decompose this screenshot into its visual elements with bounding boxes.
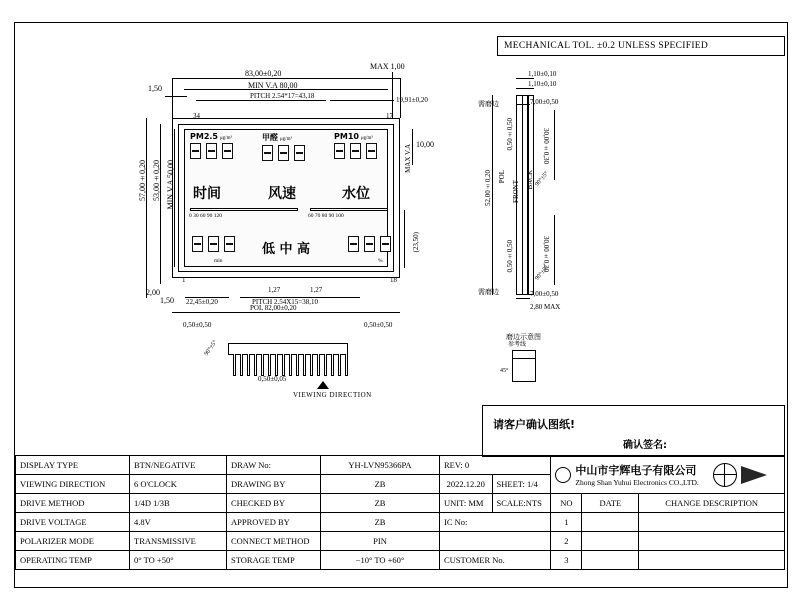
cell-rev-row-3: 3 — [551, 551, 582, 570]
cell-rev-desc-2 — [639, 532, 785, 551]
lcd-label-low-mid-high: 低 中 高 — [262, 242, 311, 257]
pin — [289, 354, 292, 376]
lcd-field-pm10 — [334, 132, 378, 164]
lcd-unit-min: min — [214, 258, 223, 264]
lcd-bargraph-left — [190, 208, 298, 211]
dim-text-height-57: 57,00±0,20 — [138, 160, 147, 201]
dim-text-3000-bottom: 30,00±0,30 — [542, 236, 550, 272]
cell-rev-row-1: 1 — [551, 513, 582, 532]
dim-text-angle-top: 90°±5° — [534, 170, 550, 188]
side-view-polarizer — [528, 95, 534, 295]
company-logo-icon — [555, 467, 571, 483]
table-row — [16, 513, 785, 532]
seven-segment-digit — [224, 236, 235, 252]
dim-text-pol-left: 0,50±0,50 — [183, 321, 212, 329]
pin — [261, 354, 264, 376]
dim-text-700-bottom: 7,00±0,50 — [530, 290, 559, 298]
dim-text-left-200: 2,00 — [146, 288, 160, 297]
dim-line-3000-bottom — [554, 215, 555, 285]
cell-operating-temp-value: 0° TO +50° — [130, 551, 227, 570]
cell-viewing-direction-label: VIEWING DIRECTION — [16, 475, 130, 494]
cell-drive-voltage-value: 4.8V — [130, 513, 227, 532]
cell-rev-desc-3 — [639, 551, 785, 570]
table-row — [16, 494, 785, 513]
dim-text-right-2350: (23,50) — [412, 232, 420, 253]
seven-segment-digit — [208, 236, 219, 252]
cell-display-type-value: BTN/NEGATIVE — [130, 456, 227, 475]
cell-rev-desc-1 — [639, 513, 785, 532]
dim-text-bottom-pitch: PITCH 2.54X15=38,10 — [252, 298, 318, 306]
cell-change-description-header: CHANGE DESCRIPTION — [639, 494, 785, 513]
cell-polarizer-mode-label: POLARIZER MODE — [16, 532, 130, 551]
cell-company — [551, 456, 785, 494]
dim-text-127-a: 1,27 — [268, 286, 281, 294]
dim-text-pol-top: 0,50±0,50 — [506, 118, 514, 151]
seven-segment-digit — [294, 145, 305, 161]
cell-draw-no-label: DRAW No: — [227, 456, 321, 475]
lcd-unit-percent: % — [378, 258, 383, 264]
dim-text-pol-bottom: 0,50±0,50 — [506, 240, 514, 273]
lcd-field-percent — [348, 236, 392, 264]
dim-text-pin-18: 18 — [390, 276, 397, 284]
lcd-field-pm25 — [190, 132, 234, 164]
side-view-midline — [522, 95, 523, 295]
pin — [254, 354, 257, 376]
side-view-note-top: 需磨边 — [478, 100, 499, 108]
dim-line-150a — [165, 96, 187, 97]
pin — [275, 354, 278, 376]
seven-segment-digit — [366, 143, 377, 159]
dim-line-700-top — [516, 104, 530, 105]
cell-rev-date-1 — [582, 513, 639, 532]
notice-line-2: 确认签名: — [623, 440, 667, 451]
lcd-bargraph-left-ticks: 0 30 60 90 120 — [189, 213, 222, 219]
cell-checked-by-label: CHECKED BY — [227, 494, 321, 513]
seven-segment-digit — [206, 143, 217, 159]
seven-segment-digit — [262, 145, 273, 161]
lcd-label-formaldehyde: 甲醛 μg/m³ — [262, 133, 292, 142]
dim-text-pol-right: 0,50±0,50 — [364, 321, 393, 329]
dim-line-110a — [516, 78, 534, 79]
seven-segment-digit — [348, 236, 359, 252]
dim-text-angle-bottom: 90°±5° — [203, 339, 219, 357]
detail-line — [512, 358, 536, 359]
dim-text-pin-1: 1 — [182, 276, 186, 284]
dim-label-pol: POL — [498, 170, 506, 184]
cell-ic-no: IC No: — [440, 513, 551, 532]
table-row — [16, 532, 785, 551]
dim-text-110a: 1,10±0,10 — [528, 70, 557, 78]
lcd-label-time: 时间 — [193, 186, 221, 202]
company-name-en: Zhong Shan Yuhui Electronics CO.,LTD. — [575, 478, 699, 487]
ext-line — [172, 78, 173, 118]
dim-text-pin34: 34 — [193, 112, 200, 120]
cell-operating-temp-label: OPERATING TEMP — [16, 551, 130, 570]
dim-text-min-va-height: MIN V.A 50,00 — [166, 160, 175, 210]
cell-storage-temp-value: −10° TO +60° — [321, 551, 440, 570]
table-row — [16, 551, 785, 570]
dim-text-max-top: MAX 1,00 — [370, 62, 405, 71]
pin — [338, 354, 341, 376]
cell-rev: REV: 0 — [440, 456, 551, 475]
cell-display-type-label: DISPLAY TYPE — [16, 456, 130, 475]
dim-line-right-10 — [412, 129, 413, 165]
detail-angle-text: 45° — [500, 368, 509, 374]
dim-line-height-57 — [146, 118, 147, 298]
cell-scale: SCALE:NTS — [492, 494, 551, 513]
cell-drawing-date: 2022.12.20 — [440, 475, 493, 494]
dim-line-5200 — [492, 95, 493, 295]
dim-text-right-max-va: MAX V.A — [404, 144, 412, 173]
lcd-bargraph-right-ticks: 60 70 80 90 100 — [308, 213, 344, 219]
cell-rev-date-2 — [582, 532, 639, 551]
detail-title: 磨边示意图 — [506, 333, 541, 341]
dim-text-right-10: 10,00 — [416, 140, 434, 149]
pin — [240, 354, 243, 376]
side-view-label-front: FRONT — [512, 180, 520, 203]
cell-drawing-by-value: ZB — [321, 475, 440, 494]
cell-storage-temp-label: STORAGE TEMP — [227, 551, 321, 570]
dim-line-2350 — [404, 210, 405, 268]
pin — [233, 354, 236, 376]
seven-segment-digit — [350, 143, 361, 159]
dim-line-pitch — [196, 100, 326, 101]
company-name-cn: 中山市宇辉电子有限公司 — [575, 464, 697, 477]
cell-draw-no-value: YH-LVN95366PA — [321, 456, 440, 475]
pin-base-bar — [228, 343, 348, 355]
pin — [310, 354, 313, 376]
projection-symbol-icon — [713, 463, 737, 487]
projection-cone-icon — [741, 466, 769, 484]
customer-confirmation-box — [482, 405, 785, 457]
cell-date-header: DATE — [582, 494, 639, 513]
dim-line-110b — [516, 88, 534, 89]
dim-text-left-150b: 1,50 — [160, 296, 174, 305]
cell-rev-row-2: 2 — [551, 532, 582, 551]
dim-line-3000-top — [554, 110, 555, 180]
seven-segment-digit — [222, 143, 233, 159]
dim-text-pitch: PITCH 2.54*17=43,18 — [250, 92, 315, 100]
dim-text-min-va-width: MIN V.A 80,00 — [248, 81, 298, 90]
lcd-label-windspeed: 风速 — [268, 186, 296, 202]
dim-text-280-max: 2,80 MAX — [530, 303, 561, 311]
cell-checked-by-value: ZB — [321, 494, 440, 513]
cell-connect-method-label: CONNECT METHOD — [227, 532, 321, 551]
lcd-label-waterlevel: 水位 — [342, 186, 370, 202]
detail-subtitle: 参考线 — [508, 342, 527, 348]
dim-text-pin-thickness: 0,50±0,05 — [258, 375, 287, 383]
cell-customer-no: CUSTOMER No. — [440, 551, 551, 570]
dim-line-280 — [516, 298, 530, 299]
detail-shape — [512, 350, 536, 382]
pin — [345, 354, 348, 376]
pin — [296, 354, 299, 376]
viewing-direction-label: VIEWING DIRECTION — [293, 391, 372, 399]
dim-text-right-seg: 19,91±0,20 — [396, 96, 428, 104]
dim-text-127-b: 1,27 — [310, 286, 323, 294]
cell-connect-method-value: PIN — [321, 532, 440, 551]
dim-text-angle-bottom-sv: 90°±5° — [534, 264, 550, 282]
dim-text-outline-width: 83,00±0,20 — [245, 69, 282, 78]
dim-text-110b: 1,10±0,10 — [528, 80, 557, 88]
cell-polarizer-mode-value: TRANSMISSIVE — [130, 532, 227, 551]
pin — [247, 354, 250, 376]
side-view-note-bottom: 需磨边 — [478, 288, 499, 296]
mechanical-tolerance-box — [497, 36, 785, 56]
lcd-bargraph-right — [310, 208, 388, 211]
cell-drive-method-value: 1/4D 1/3B — [130, 494, 227, 513]
seven-segment-digit — [192, 236, 203, 252]
dim-text-5200: 52,00±0,20 — [484, 170, 492, 206]
lcd-field-formaldehyde — [262, 132, 306, 166]
lcd-label-pm10: PM10 μg/m³ — [334, 132, 373, 141]
cell-approved-by-value: ZB — [321, 513, 440, 532]
pin — [317, 354, 320, 376]
dim-text-700-top: 7,00±0,50 — [530, 98, 559, 106]
dim-line-pol-width — [172, 312, 400, 313]
seven-segment-digit — [334, 143, 345, 159]
side-view-label-back: BACK — [526, 170, 534, 190]
cell-drawing-by-label: DRAWING BY — [227, 475, 321, 494]
dim-text-left-150a: 1,50 — [148, 84, 162, 93]
seven-segment-digit — [364, 236, 375, 252]
viewing-direction-arrow-icon — [317, 381, 329, 389]
dim-line-right-seg — [330, 100, 394, 101]
lcd-field-minutes — [192, 236, 236, 264]
pin — [303, 354, 306, 376]
pin — [282, 354, 285, 376]
dim-text-2245: 22,45±0,20 — [186, 298, 218, 306]
cell-drive-voltage-label: DRIVE VOLTAGE — [16, 513, 130, 532]
seven-segment-digit — [380, 236, 391, 252]
dim-text-3000-top: 30,00±0,30 — [542, 128, 550, 164]
cell-blank-pol — [440, 532, 551, 551]
dim-line-height-53 — [160, 124, 161, 284]
mechanical-tolerance-text: MECHANICAL TOL. ±0.2 UNLESS SPECIFIED — [504, 41, 709, 51]
pin — [268, 354, 271, 376]
cell-no-header: NO — [551, 494, 582, 513]
seven-segment-digit — [190, 143, 201, 159]
cell-sheet: SHEET: 1/4 — [492, 475, 551, 494]
seven-segment-digit — [278, 145, 289, 161]
notice-line-1: 请客户确认图纸! — [493, 418, 576, 431]
cell-drive-method-label: DRIVE METHOD — [16, 494, 130, 513]
lcd-label-pm25: PM2.5 μg/m³ — [190, 132, 232, 141]
pin — [324, 354, 327, 376]
dim-text-pin17: 17 — [386, 112, 393, 120]
cell-approved-by-label: APPROVED BY — [227, 513, 321, 532]
pin — [331, 354, 334, 376]
dim-line-outline-width — [172, 78, 400, 79]
table-row — [16, 456, 785, 475]
cell-unit: UNIT: MM — [440, 494, 493, 513]
cell-rev-date-3 — [582, 551, 639, 570]
dim-text-pol-width: POL 82,00±0,20 — [250, 304, 297, 312]
cell-viewing-direction-value: 6 O'CLOCK — [130, 475, 227, 494]
title-block-table — [15, 455, 785, 570]
dim-text-height-53: 53,00±0,20 — [152, 160, 161, 201]
